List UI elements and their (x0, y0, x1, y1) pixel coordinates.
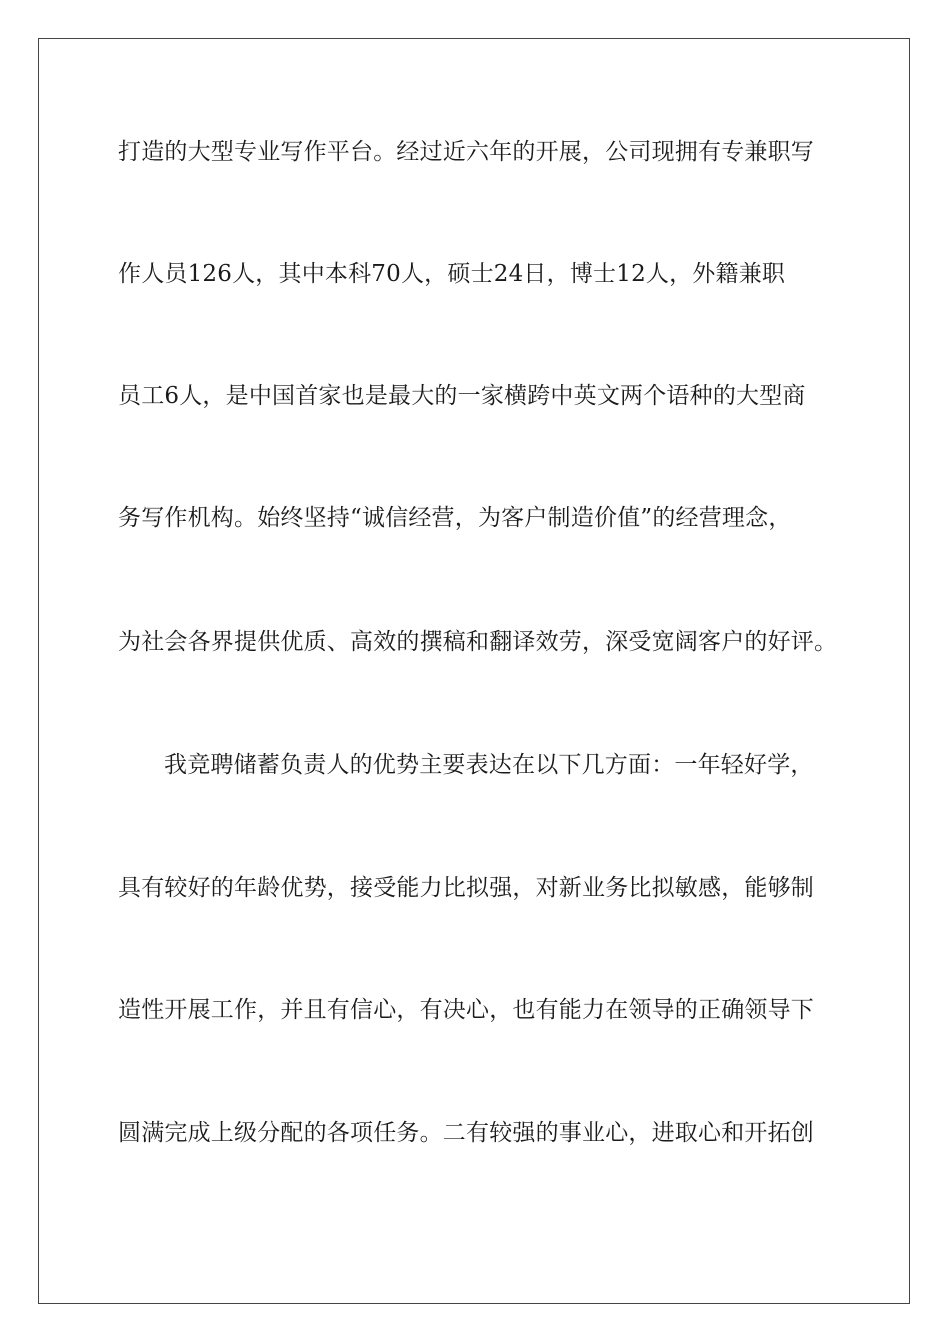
paragraph-line-2: 作人员126人，其中本科70人，硕士24日，博士12人，外籍兼职 (118, 261, 786, 287)
paragraph-line-1: 打造的大型专业写作平台。经过近六年的开展，公司现拥有专兼职写 (118, 139, 814, 165)
paragraph-line-3: 员工6人，是中国首家也是最大的一家横跨中英文两个语种的大型商 (118, 383, 806, 409)
paragraph-line-4: 务写作机构。始终坚持“诚信经营，为客户制造价值”的经营理念， (118, 505, 792, 531)
paragraph-line-5: 为社会各界提供优质、高效的撰稿和翻译效劳，深受宽阔客户的好评。 (118, 629, 838, 655)
paragraph-line-6: 我竞聘储蓄负责人的优势主要表达在以下几方面：一年轻好学， (164, 752, 814, 778)
paragraph-line-9: 圆满完成上级分配的各项任务。二有较强的事业心，进取心和开拓创 (118, 1120, 814, 1146)
paragraph-line-8: 造性开展工作，并且有信心，有决心，也有能力在领导的正确领导下 (118, 997, 814, 1023)
page-border (38, 38, 910, 1304)
paragraph-line-7: 具有较好的年龄优势，接受能力比拟强，对新业务比拟敏感，能够制 (118, 875, 814, 901)
